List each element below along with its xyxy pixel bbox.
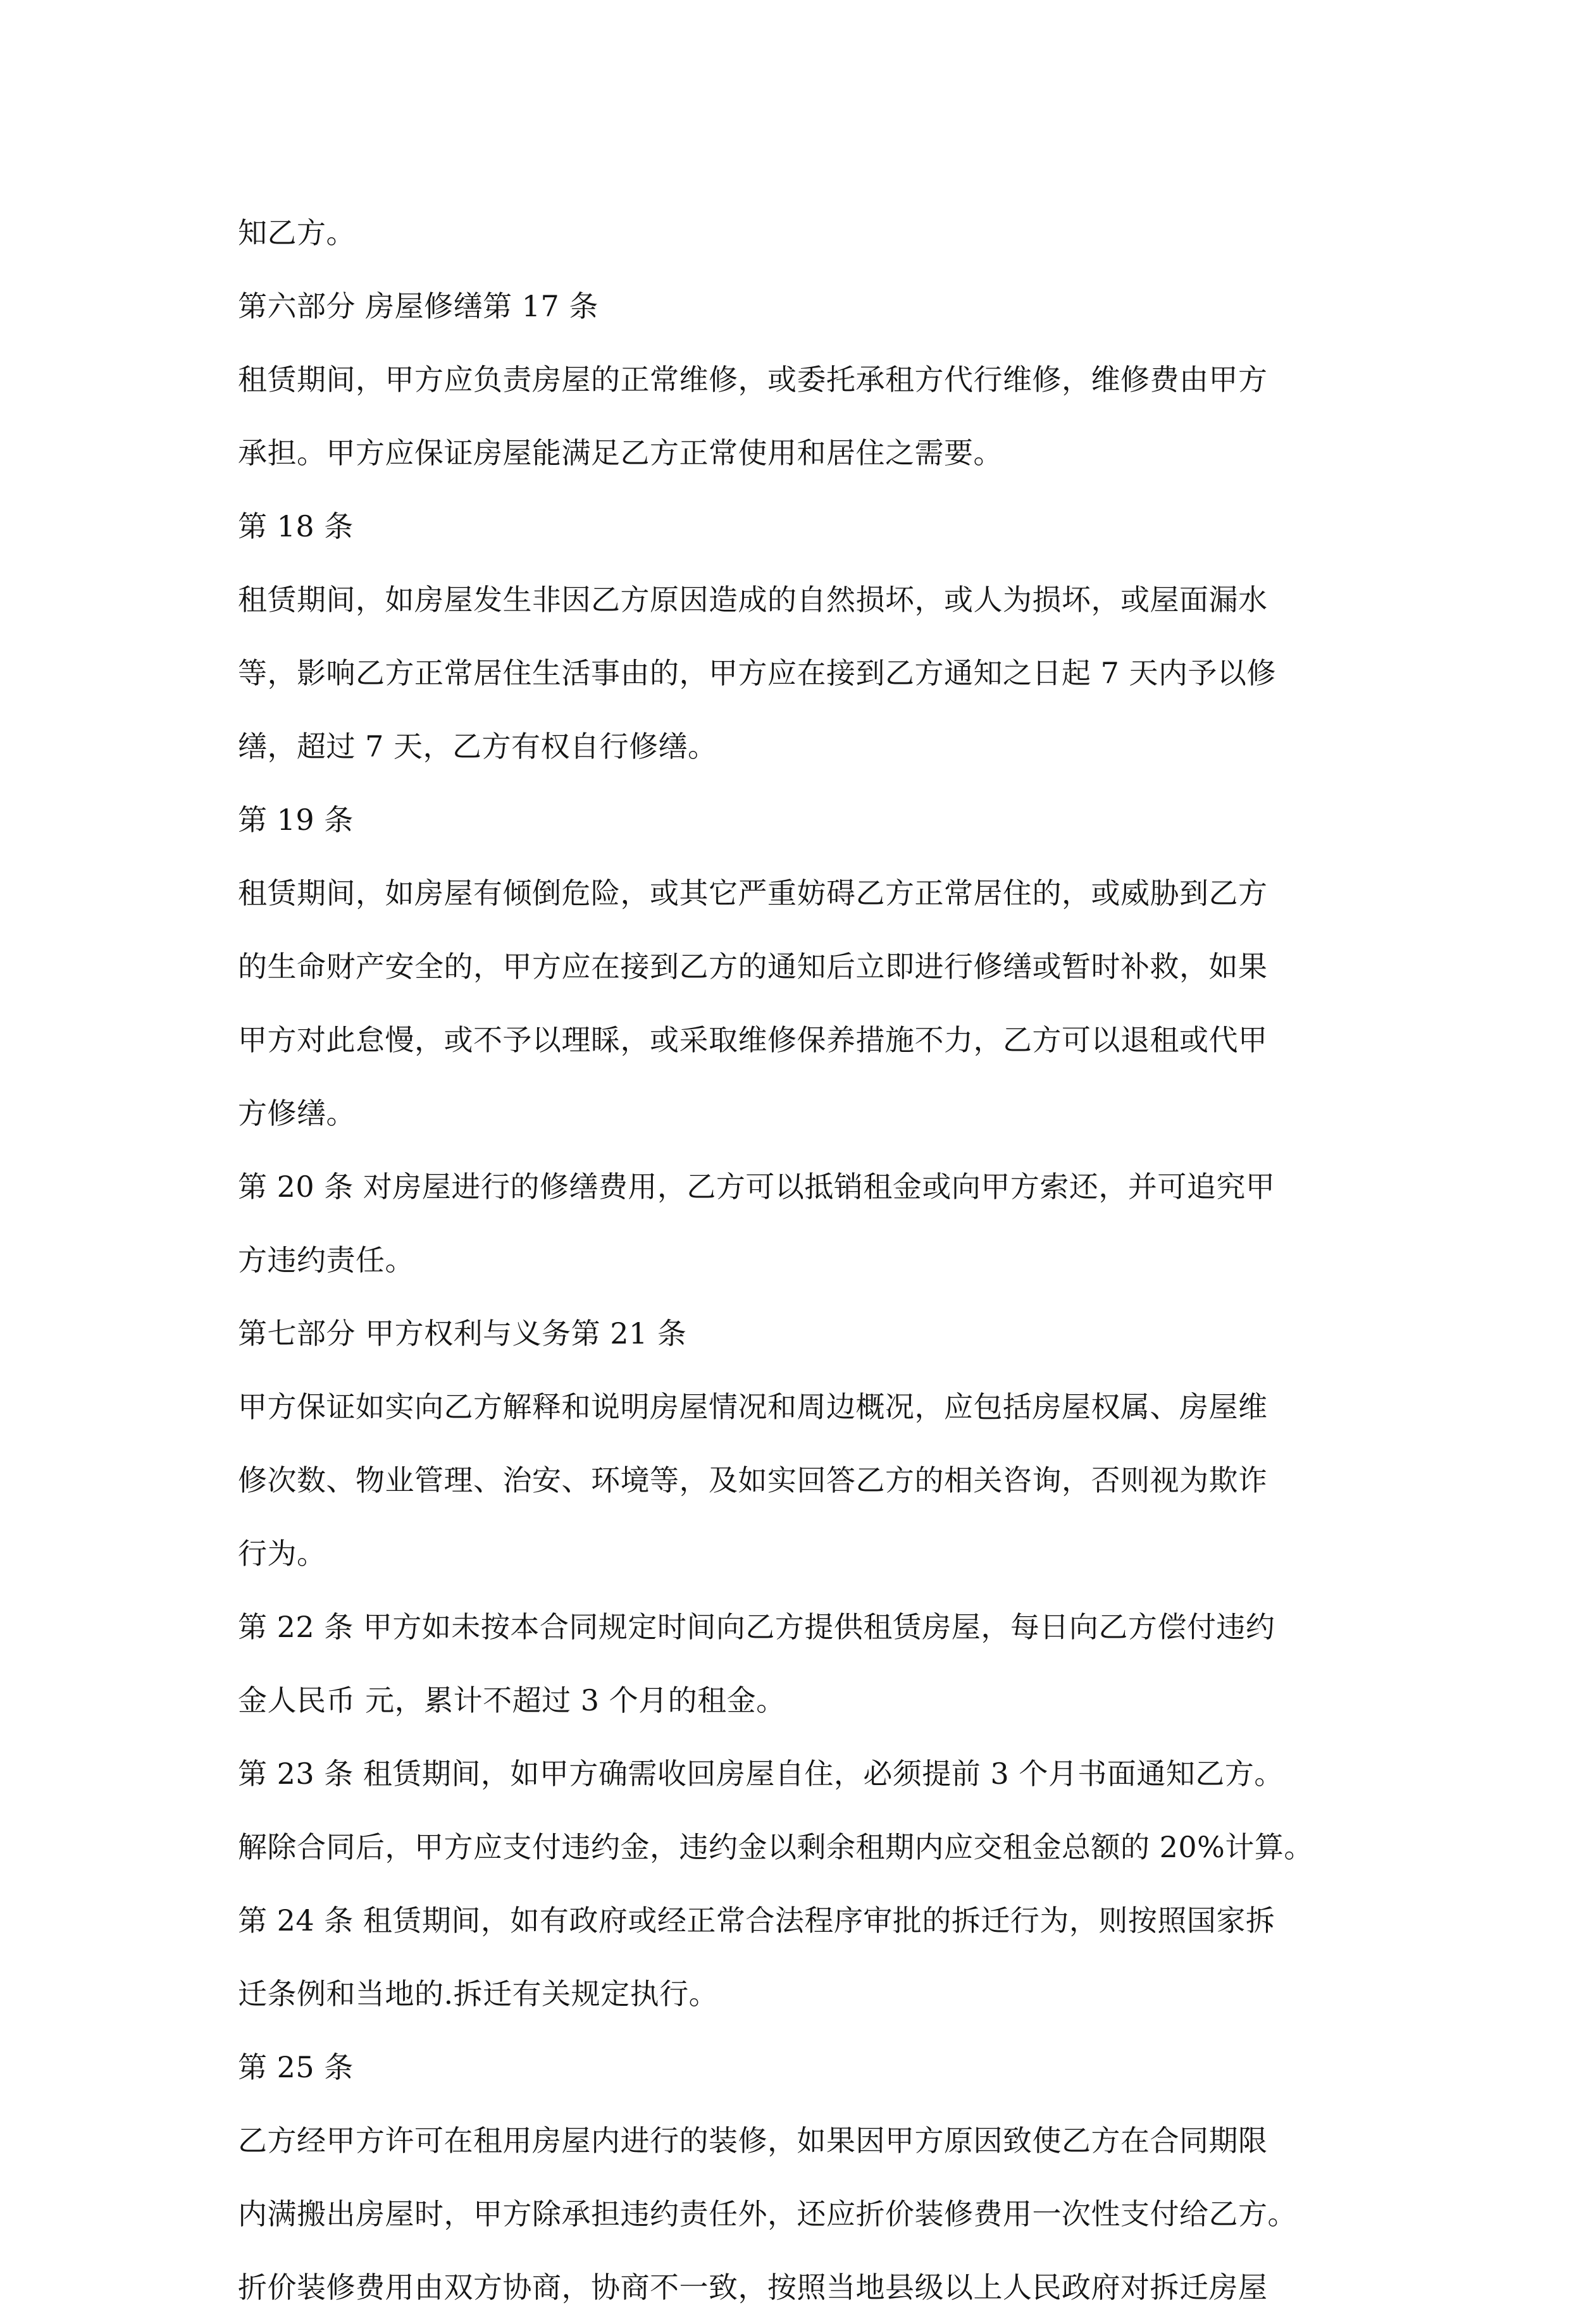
text-line: 金人民币 元，累计不超过 3 个月的租金。 [238, 1683, 786, 1717]
text-line: 第 22 条 甲方如未按本合同规定时间向乙方提供租赁房屋，每日向乙方偿付违约 [238, 1610, 1275, 1644]
text-line: 的生命财产安全的，甲方应在接到乙方的通知后立即进行修缮或暂时补救，如果 [238, 949, 1268, 984]
text-line: 折价装修费用由双方协商，协商不一致，按照当地县级以上人民政府对拆迁房屋 [238, 2270, 1268, 2304]
section-heading: 第六部分 房屋修缮第 17 条 [238, 289, 598, 323]
text-line: 第 23 条 租赁期间，如甲方确需收回房屋自住，必须提前 3 个月书面通知乙方。 [238, 1757, 1284, 1791]
text-line: 修次数、物业管理、治安、环境等，及如实回答乙方的相关咨询，否则视为欺诈 [238, 1463, 1268, 1497]
text-line: 迁条例和当地的.拆迁有关规定执行。 [238, 1977, 719, 2011]
text-line: 租赁期间，如房屋有倾倒危险，或其它严重妨碍乙方正常居住的，或威胁到乙方 [238, 876, 1268, 910]
article-heading: 第 19 条 [238, 803, 354, 837]
text-line: 第 20 条 对房屋进行的修缮费用，乙方可以抵销租金或向甲方索还，并可追究甲 [238, 1170, 1275, 1204]
text-line: 租赁期间，甲方应负责房屋的正常维修，或委托承租方代行维修，维修费由甲方 [238, 362, 1268, 397]
text-line: 解除合同后，甲方应支付违约金，违约金以剩余租期内应交租金总额的 20%计算。 [238, 1830, 1313, 1864]
article-heading: 第 25 条 [238, 2050, 354, 2084]
text-line: 承担。甲方应保证房屋能满足乙方正常使用和居住之需要。 [238, 436, 1003, 470]
text-line: 方违约责任。 [238, 1243, 414, 1277]
text-line: 租赁期间，如房屋发生非因乙方原因造成的自然损坏，或人为损坏，或屋面漏水 [238, 583, 1268, 617]
section-heading: 第七部分 甲方权利与义务第 21 条 [238, 1316, 687, 1351]
text-line: 知乙方。 [238, 216, 356, 250]
text-line: 甲方保证如实向乙方解释和说明房屋情况和周边概况，应包括房屋权属、房屋维 [238, 1390, 1268, 1424]
text-line: 行为。 [238, 1536, 326, 1571]
document-body [238, 196, 1339, 2324]
text-line: 等，影响乙方正常居住生活事由的，甲方应在接到乙方通知之日起 7 天内予以修 [238, 656, 1277, 690]
text-line: 缮，超过 7 天，乙方有权自行修缮。 [238, 729, 717, 763]
text-line: 第 24 条 租赁期间，如有政府或经正常合法程序审批的拆迁行为，则按照国家拆 [238, 1903, 1275, 1938]
text-line: 内满搬出房屋时，甲方除承担违约责任外，还应折价装修费用一次性支付给乙方。 [238, 2197, 1297, 2231]
text-line: 甲方对此怠慢，或不予以理睬，或采取维修保养措施不力，乙方可以退租或代甲 [238, 1023, 1268, 1057]
text-line: 方修缮。 [238, 1096, 356, 1130]
article-heading: 第 18 条 [238, 509, 354, 543]
text-line: 乙方经甲方许可在租用房屋内进行的装修，如果因甲方原因致使乙方在合同期限 [238, 2123, 1268, 2158]
